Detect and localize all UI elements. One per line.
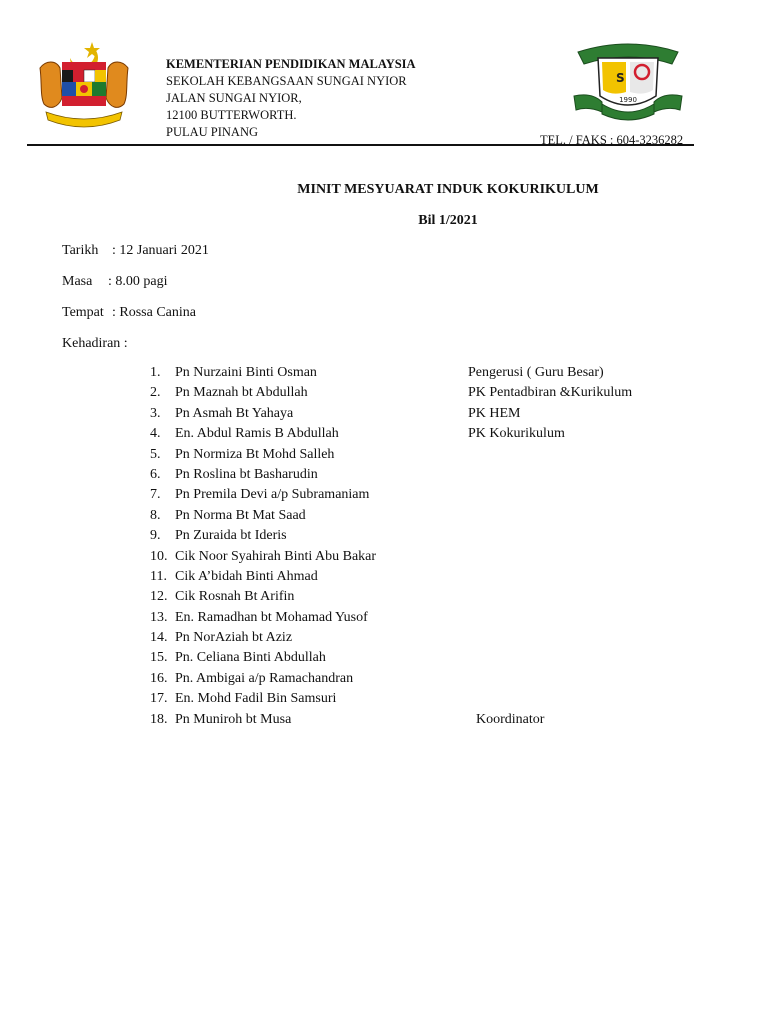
list-item — [150, 383, 710, 403]
address-street: JALAN SUNGAI NYIOR, — [166, 91, 302, 105]
attendance-label: Kehadiran : — [62, 336, 128, 351]
tel-fax: TEL. / FAKS : 604-3236282 — [540, 133, 684, 147]
attendee-name: Pn Norma Bt Mat Saad — [175, 507, 306, 523]
list-item — [150, 485, 710, 505]
item-number: 17. — [150, 691, 168, 707]
item-number: 16. — [150, 670, 168, 686]
attendee-name: Pn Zuraida bt Ideris — [175, 528, 287, 544]
attendee-role: PK Kokurikulum — [468, 426, 565, 442]
list-item — [150, 424, 710, 444]
document-number: Bil 1/2021 — [418, 213, 478, 228]
item-number: 6. — [150, 466, 161, 482]
item-number: 9. — [150, 528, 161, 544]
meeting-time — [62, 274, 168, 290]
item-number: 3. — [150, 405, 161, 421]
item-number: 11. — [150, 568, 167, 584]
attendee-name: En. Abdul Ramis B Abdullah — [175, 426, 339, 442]
item-number: 5. — [150, 446, 161, 462]
school-badge-logo — [572, 40, 684, 122]
attendee-name: Cik Noor Syahirah Binti Abu Bakar — [175, 548, 377, 564]
time-value: : 8.00 pagi — [108, 274, 168, 289]
item-number: 2. — [150, 385, 161, 401]
attendee-name: Pn Nurzaini Binti Osman — [175, 365, 317, 380]
attendee-name: En. Ramadhan bt Mohamad Yusof — [175, 609, 368, 625]
list-item — [150, 506, 710, 526]
attendee-name: En. Mohd Fadil Bin Samsuri — [175, 691, 337, 707]
attendee-name: Pn. Ambigai a/p Ramachandran — [175, 670, 354, 686]
list-item — [150, 445, 710, 465]
meeting-place — [62, 305, 196, 321]
attendee-name: Pn Premila Devi a/p Subramaniam — [175, 487, 370, 503]
attendee-name: Cik A’bidah Binti Ahmad — [175, 568, 318, 584]
school-name: SEKOLAH KEBANGSAAN SUNGAI NYIOR — [166, 74, 407, 88]
document-title: MINIT MESYUARAT INDUK KOKURIKULUM — [297, 182, 599, 197]
item-number: 7. — [150, 487, 161, 503]
attendee-name: Pn Muniroh bt Musa — [175, 711, 292, 727]
date-value: : 12 Januari 2021 — [112, 243, 209, 258]
address-postcode-city: 12100 BUTTERWORTH. — [166, 108, 297, 122]
list-item — [150, 567, 710, 587]
school-badge-letter: S — [616, 71, 625, 85]
attendee-name: Pn Normiza Bt Mohd Salleh — [175, 446, 335, 462]
list-item — [150, 465, 710, 485]
attendee-name: Pn Asmah Bt Yahaya — [175, 405, 294, 421]
attendee-role: PK Pentadbiran &Kurikulum — [468, 385, 633, 401]
date-label: Tarikh — [62, 243, 99, 258]
list-item — [150, 648, 710, 668]
attendee-role: Koordinator — [476, 711, 545, 727]
place-value: : Rossa Canina — [112, 305, 196, 320]
item-number: 1. — [150, 365, 161, 380]
item-number: 8. — [150, 507, 161, 523]
time-label: Masa — [62, 274, 93, 289]
list-item — [150, 547, 710, 567]
place-label: Tempat — [62, 305, 104, 320]
ministry-name: KEMENTERIAN PENDIDIKAN MALAYSIA — [166, 57, 416, 71]
school-badge-year: 1990 — [619, 96, 637, 104]
attendee-name: Pn Maznah bt Abdullah — [175, 385, 308, 401]
header-rule — [27, 144, 694, 146]
list-item — [150, 710, 710, 730]
attendee-name: Pn Roslina bt Basharudin — [175, 466, 318, 482]
list-item — [150, 669, 710, 689]
item-number: 10. — [150, 548, 168, 564]
list-item — [150, 608, 710, 628]
attendee-role: PK HEM — [468, 405, 521, 421]
attendee-role: Pengerusi ( Guru Besar) — [468, 365, 604, 380]
item-number: 18. — [150, 711, 168, 727]
list-item — [150, 404, 710, 424]
attendance-list — [150, 363, 710, 730]
item-number: 12. — [150, 589, 168, 605]
item-number: 14. — [150, 630, 168, 646]
coat-of-arms-logo — [36, 38, 132, 134]
list-item — [150, 363, 710, 383]
attendee-name: Cik Rosnah Bt Arifin — [175, 589, 295, 605]
list-item — [150, 689, 710, 709]
item-number: 4. — [150, 426, 161, 442]
list-item — [150, 526, 710, 546]
attendee-name: Pn NorAziah bt Aziz — [175, 630, 293, 646]
attendee-name: Pn. Celiana Binti Abdullah — [175, 650, 326, 666]
list-item — [150, 587, 710, 607]
address-state: PULAU PINANG — [166, 125, 259, 139]
item-number: 15. — [150, 650, 168, 666]
list-item — [150, 628, 710, 648]
item-number: 13. — [150, 609, 168, 625]
meeting-date — [62, 243, 209, 259]
